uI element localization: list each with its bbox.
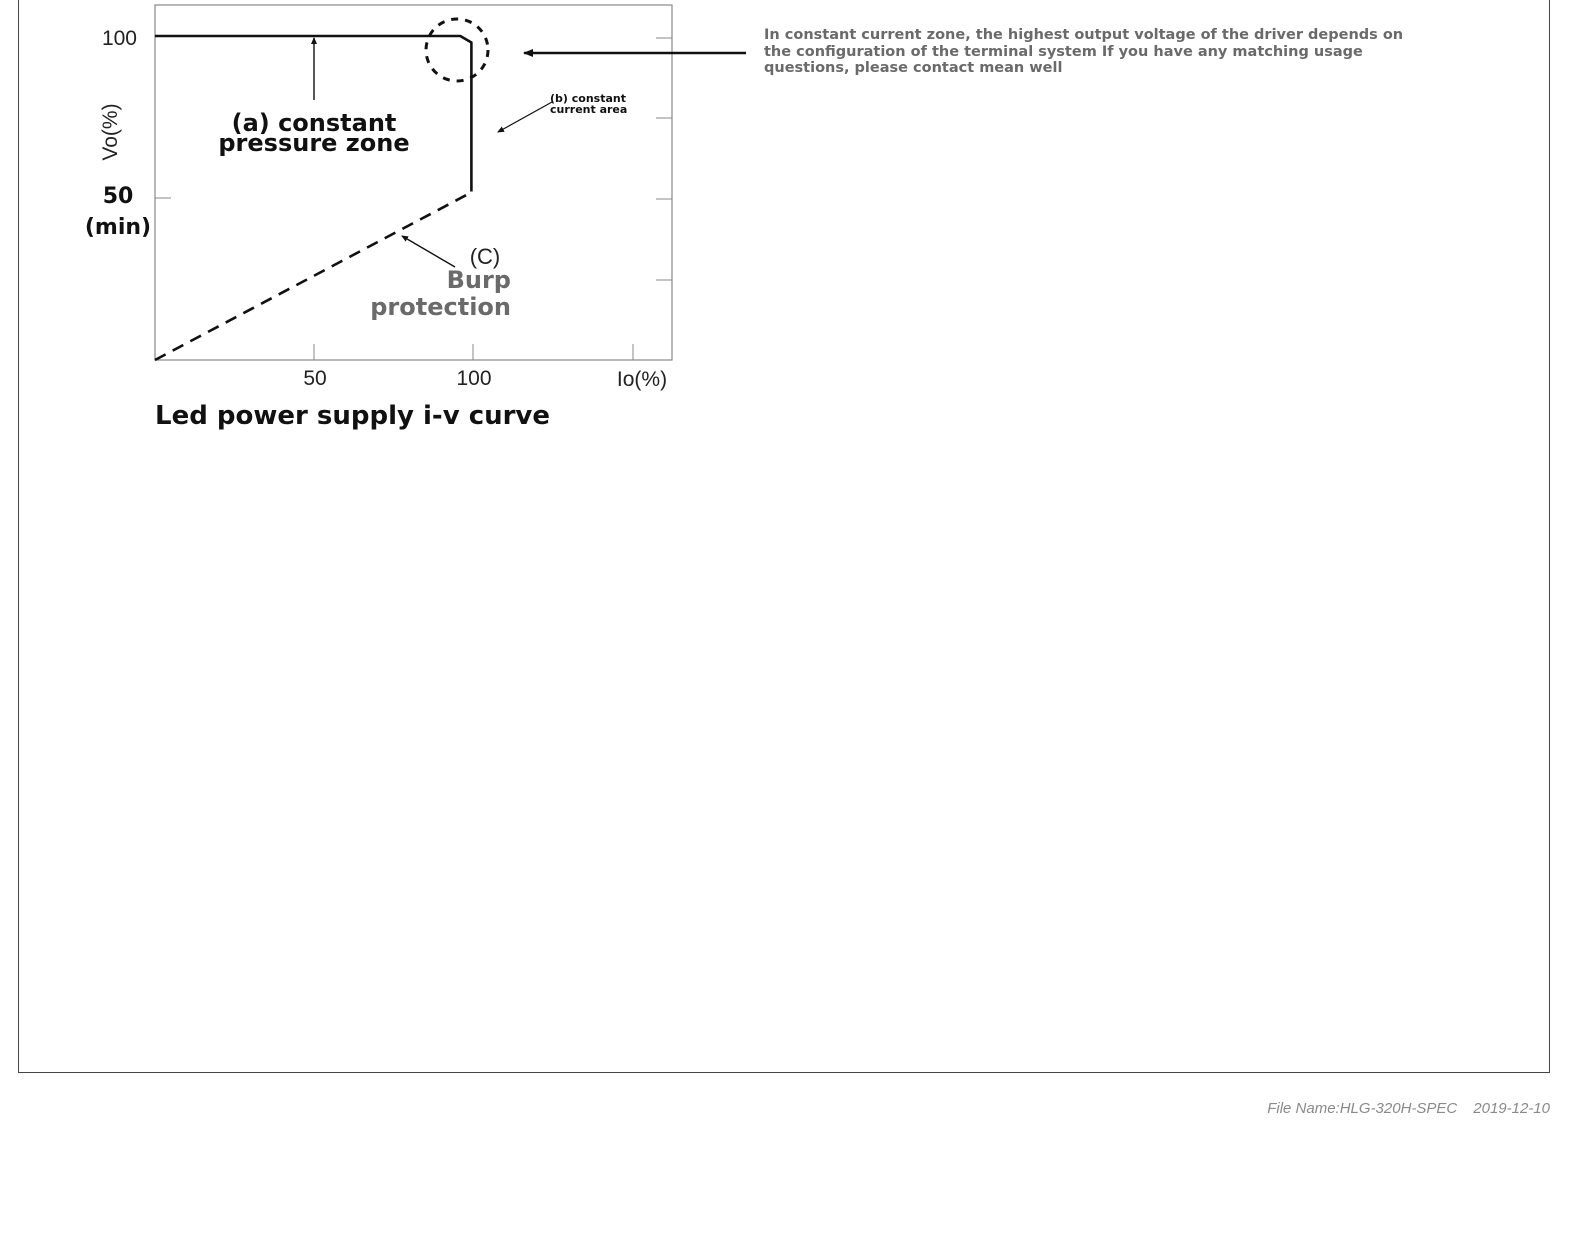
zone-a-label: (a) constant [231,109,397,137]
hiccup-protection-line [155,192,473,361]
footer-date: 2019-12-10 [1473,1100,1550,1117]
knee-highlight-circle [426,19,488,81]
zone-c-label: Burp [446,266,511,294]
zone-c-arrow [402,236,455,267]
y-tick-label: 100 [101,27,137,50]
zone-c-label: protection [370,293,511,321]
file-name: File Name:HLG-320H-SPEC [1267,1100,1458,1117]
chart-title: Led power supply i-v curve [155,401,551,431]
zone-b-label: current area [550,103,628,116]
zone-b-label: (b) constant [550,92,626,105]
zone-c-letter: (C) [469,244,501,269]
footer [1267,1100,1550,1117]
zone-a-label: pressure zone [218,129,410,157]
zone-b-arrow [498,102,552,132]
x-tick-label: 100 [456,367,492,390]
x-axis-label: Io(%) [616,368,668,391]
y-tick-label: 50 [102,184,134,209]
y-min-label: (min) [84,215,152,240]
y-axis-label: Vo(%) [99,103,122,161]
constant-current-note: In constant current zone, the highest output voltage of the driver depends on the configuration of the terminal system If you have any matching usage questions, please contact mean well [764,27,1404,76]
iv-curve-chart [0,0,760,440]
x-tick-label: 50 [303,367,327,390]
